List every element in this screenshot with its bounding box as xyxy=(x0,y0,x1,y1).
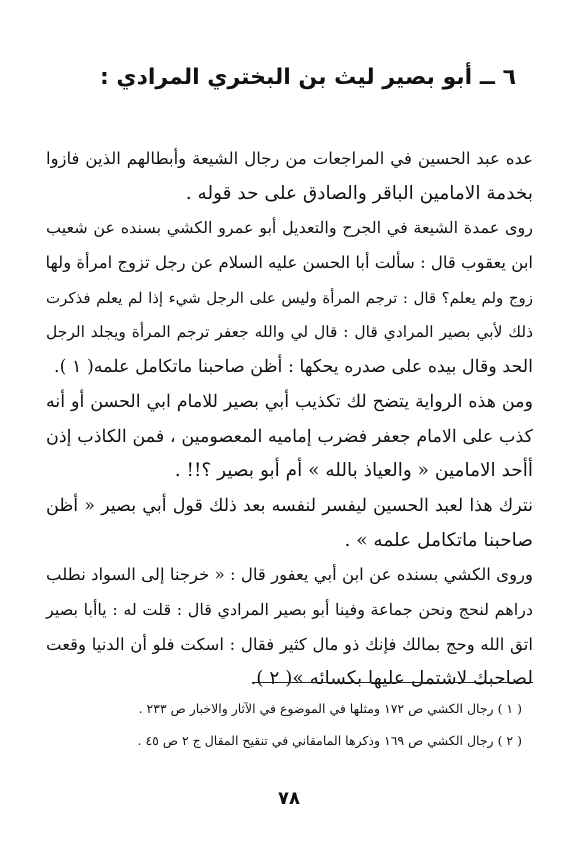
body-line: نترك هذا لعبد الحسين ليفسر لنفسه بعد ذلك قول أبي بصير « أظن xyxy=(46,495,533,516)
body-text xyxy=(46,142,533,697)
body-line: عده عبد الحسين في المراجعات من رجال الشيعة وأبطالهم الذين فازوا xyxy=(46,149,533,168)
body-line: ابن يعقوب قال : سألت أبا الحسن عليه السلام عن رجل تزوج امرأة ولها xyxy=(45,253,533,273)
body-line: صاحبنا ماتكامل علمه » . xyxy=(344,529,533,551)
footnote: ( ٢ ) رجال الكشي ص ١٦٩ وذكرها المامقاني في تنقيح المقال ج ٢ ص ٤٥ . xyxy=(137,733,522,748)
body-line: روى عمدة الشيعة في الجرح والتعديل أبو عمرو الكشي بسنده عن شعيب xyxy=(46,218,533,238)
body-line: الحد وقال بيده على صدره يحكها : أظن صاحبنا ماتكامل علمه( ١ ). xyxy=(54,357,533,378)
footnote-divider xyxy=(253,682,533,683)
body-line: أأحد الامامين « والعياذ بالله » أم أبو بصير ؟!! . xyxy=(174,460,533,482)
footnote: ( ١ ) رجال الكشي ص ١٧٢ ومثلها في الموضوع في الآثار والاخبار ص ٢٣٣ . xyxy=(138,701,522,716)
body-line: ذلك لأبي بصير المرادي قال : قال لي والله جعفر ترجم المرأة ويجلد الرجل xyxy=(46,323,533,342)
body-line: بخدمة الامامين الباقر والصادق على حد قوله . xyxy=(185,182,533,204)
body-line: كذب على الامام جعفر فضرب إماميه المعصومين ، فمن الكاذب إذن xyxy=(46,426,533,447)
body-line: دراهم لنحج ونحن جماعة وفينا أبو بصير المرادي قال : قلت له : ياأبا بصير xyxy=(46,599,533,619)
footnotes xyxy=(52,693,522,757)
body-line: زوج ولم يعلم؟ قال : ترجم المرأة وليس على الرجل شيء إذا لم يعلم فذكرت xyxy=(46,288,533,307)
page-number: ٧٨ xyxy=(278,788,300,809)
section-heading: ٦ ــ أبو بصير ليث بن البختري المرادي : xyxy=(99,65,516,90)
body-line: لصاحبك لاشتمل عليها بكسائه »( ٢ ). xyxy=(250,668,533,690)
body-line: اتق الله وحج بمالك فإنك ذو مال كثير فقال : اسكت فلو أن الدنيا وقعت xyxy=(46,634,533,654)
body-line: ومن هذه الرواية يتضح لك تكذيب أبي بصير للامام ابي الحسن أو أنه xyxy=(46,391,533,412)
body-line: وروى الكشي بسنده عن ابن أبي يعفور قال : « خرجنا إلى السواد نطلب xyxy=(46,565,533,585)
